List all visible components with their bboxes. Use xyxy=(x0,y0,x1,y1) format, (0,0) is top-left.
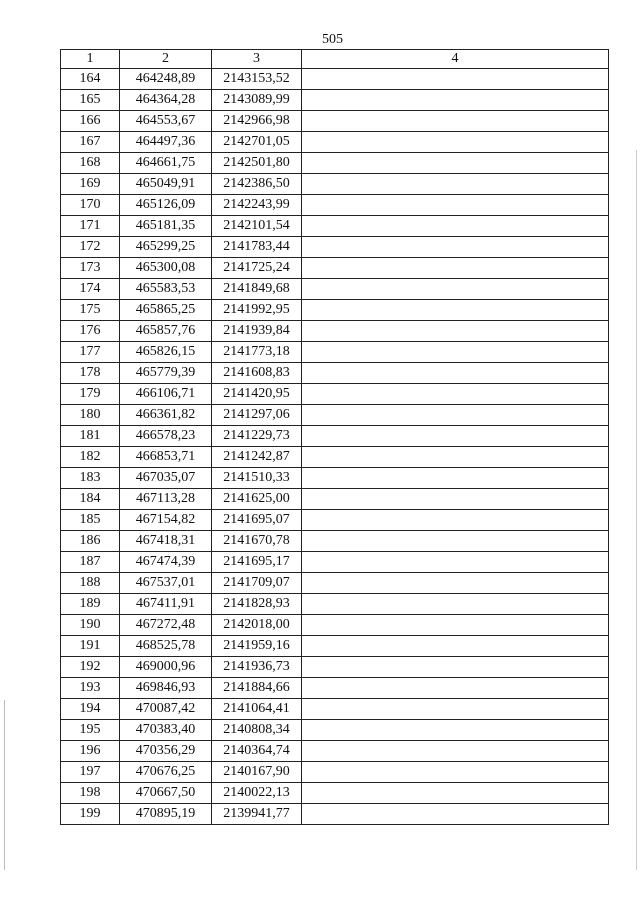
table-cell-col-3: 2141695,07 xyxy=(212,510,302,531)
table-cell-col-1: 176 xyxy=(61,321,120,342)
table-cell-col-2: 470383,40 xyxy=(120,720,212,741)
table-cell-col-1: 181 xyxy=(61,426,120,447)
table-cell-col-4 xyxy=(302,426,609,447)
table-cell-col-3: 2141242,87 xyxy=(212,447,302,468)
table-cell-col-1: 173 xyxy=(61,258,120,279)
table-cell-col-4 xyxy=(302,468,609,489)
table-row xyxy=(61,216,609,237)
table-cell-col-4 xyxy=(302,321,609,342)
table-cell-col-2: 467154,82 xyxy=(120,510,212,531)
table-cell-col-2: 465865,25 xyxy=(120,300,212,321)
table-cell-col-2: 468525,78 xyxy=(120,636,212,657)
table-cell-col-1: 189 xyxy=(61,594,120,615)
table-cell-col-4 xyxy=(302,90,609,111)
table-cell-col-3: 2142501,80 xyxy=(212,153,302,174)
table-row xyxy=(61,321,609,342)
table-cell-col-3: 2141064,41 xyxy=(212,699,302,720)
table-cell-col-1: 167 xyxy=(61,132,120,153)
table-cell-col-3: 2141773,18 xyxy=(212,342,302,363)
table-row xyxy=(61,699,609,720)
table-cell-col-3: 2141939,84 xyxy=(212,321,302,342)
table-cell-col-4 xyxy=(302,783,609,804)
table-cell-col-1: 193 xyxy=(61,678,120,699)
table-cell-col-3: 2142243,99 xyxy=(212,195,302,216)
table-cell-col-2: 467035,07 xyxy=(120,468,212,489)
table-cell-col-4 xyxy=(302,615,609,636)
table-row xyxy=(61,657,609,678)
table-row xyxy=(61,741,609,762)
table-cell-col-4 xyxy=(302,279,609,300)
table-row xyxy=(61,531,609,552)
table-cell-col-3: 2140364,74 xyxy=(212,741,302,762)
table-cell-col-2: 465049,91 xyxy=(120,174,212,195)
table-cell-col-1: 194 xyxy=(61,699,120,720)
table-cell-col-3: 2142018,00 xyxy=(212,615,302,636)
table-row xyxy=(61,153,609,174)
table-cell-col-3: 2141709,07 xyxy=(212,573,302,594)
table-cell-col-4 xyxy=(302,111,609,132)
table-row xyxy=(61,489,609,510)
table-cell-col-2: 464248,89 xyxy=(120,69,212,90)
table-cell-col-2: 465300,08 xyxy=(120,258,212,279)
table-cell-col-2: 467418,31 xyxy=(120,531,212,552)
table-cell-col-2: 465857,76 xyxy=(120,321,212,342)
table-cell-col-4 xyxy=(302,489,609,510)
table-cell-col-3: 2140808,34 xyxy=(212,720,302,741)
table-row xyxy=(61,636,609,657)
table-cell-col-3: 2141849,68 xyxy=(212,279,302,300)
table-row xyxy=(61,405,609,426)
table-row xyxy=(61,195,609,216)
table-cell-col-2: 464553,67 xyxy=(120,111,212,132)
table-cell-col-4 xyxy=(302,237,609,258)
header-col-2: 2 xyxy=(120,50,212,69)
table-cell-col-3: 2141936,73 xyxy=(212,657,302,678)
table-cell-col-1: 174 xyxy=(61,279,120,300)
table-row xyxy=(61,468,609,489)
table-cell-col-2: 467537,01 xyxy=(120,573,212,594)
table-row xyxy=(61,720,609,741)
table-cell-col-4 xyxy=(302,510,609,531)
table-cell-col-1: 186 xyxy=(61,531,120,552)
table-cell-col-1: 199 xyxy=(61,804,120,825)
table-row xyxy=(61,258,609,279)
table-cell-col-3: 2142101,54 xyxy=(212,216,302,237)
table-cell-col-3: 2143089,99 xyxy=(212,90,302,111)
table-cell-col-3: 2142701,05 xyxy=(212,132,302,153)
table-row xyxy=(61,69,609,90)
table-cell-col-1: 170 xyxy=(61,195,120,216)
table-cell-col-3: 2141297,06 xyxy=(212,405,302,426)
table-cell-col-2: 465826,15 xyxy=(120,342,212,363)
table-cell-col-4 xyxy=(302,405,609,426)
table-cell-col-2: 470087,42 xyxy=(120,699,212,720)
table-cell-col-4 xyxy=(302,132,609,153)
table-row xyxy=(61,510,609,531)
table-cell-col-4 xyxy=(302,258,609,279)
table-cell-col-4 xyxy=(302,594,609,615)
table-cell-col-2: 467272,48 xyxy=(120,615,212,636)
table-cell-col-4 xyxy=(302,762,609,783)
table-cell-col-4 xyxy=(302,69,609,90)
table-cell-col-1: 164 xyxy=(61,69,120,90)
table-cell-col-4 xyxy=(302,216,609,237)
table-cell-col-1: 182 xyxy=(61,447,120,468)
table-row xyxy=(61,237,609,258)
table-cell-col-4 xyxy=(302,720,609,741)
table-cell-col-2: 466106,71 xyxy=(120,384,212,405)
table-row xyxy=(61,678,609,699)
table-cell-col-1: 195 xyxy=(61,720,120,741)
header-col-4: 4 xyxy=(302,50,609,69)
table-cell-col-3: 2141783,44 xyxy=(212,237,302,258)
table-cell-col-1: 191 xyxy=(61,636,120,657)
table-cell-col-4 xyxy=(302,174,609,195)
table-cell-col-1: 198 xyxy=(61,783,120,804)
table-cell-col-2: 469846,93 xyxy=(120,678,212,699)
scan-edge-line-left xyxy=(4,700,5,870)
table-cell-col-3: 2141510,33 xyxy=(212,468,302,489)
table-cell-col-3: 2139941,77 xyxy=(212,804,302,825)
table-cell-col-3: 2142386,50 xyxy=(212,174,302,195)
table-cell-col-2: 469000,96 xyxy=(120,657,212,678)
table-row xyxy=(61,174,609,195)
scan-edge-line-right xyxy=(636,150,637,870)
table-cell-col-4 xyxy=(302,699,609,720)
table-cell-col-2: 467113,28 xyxy=(120,489,212,510)
table-row xyxy=(61,447,609,468)
table-cell-col-4 xyxy=(302,657,609,678)
table-row xyxy=(61,552,609,573)
table-cell-col-2: 466578,23 xyxy=(120,426,212,447)
table-cell-col-3: 2141670,78 xyxy=(212,531,302,552)
table-cell-col-2: 465779,39 xyxy=(120,363,212,384)
table-cell-col-2: 464497,36 xyxy=(120,132,212,153)
table-cell-col-4 xyxy=(302,552,609,573)
table-row xyxy=(61,279,609,300)
table-cell-col-2: 465126,09 xyxy=(120,195,212,216)
table-cell-col-2: 470895,19 xyxy=(120,804,212,825)
table-row xyxy=(61,573,609,594)
table-cell-col-1: 166 xyxy=(61,111,120,132)
header-col-3: 3 xyxy=(212,50,302,69)
table-row xyxy=(61,363,609,384)
table-cell-col-4 xyxy=(302,153,609,174)
table-row xyxy=(61,384,609,405)
table-cell-col-3: 2141992,95 xyxy=(212,300,302,321)
table-row xyxy=(61,804,609,825)
page-number: 505 xyxy=(322,32,343,47)
table-cell-col-1: 183 xyxy=(61,468,120,489)
table-cell-col-1: 179 xyxy=(61,384,120,405)
table-cell-col-4 xyxy=(302,573,609,594)
table-cell-col-3: 2143153,52 xyxy=(212,69,302,90)
table-row xyxy=(61,762,609,783)
table-cell-col-1: 197 xyxy=(61,762,120,783)
table-cell-col-2: 466361,82 xyxy=(120,405,212,426)
table-cell-col-1: 168 xyxy=(61,153,120,174)
table-cell-col-4 xyxy=(302,531,609,552)
table-cell-col-3: 2141828,93 xyxy=(212,594,302,615)
table-cell-col-4 xyxy=(302,741,609,762)
table-cell-col-2: 465299,25 xyxy=(120,237,212,258)
coordinates-table xyxy=(60,49,609,825)
table-cell-col-3: 2141959,16 xyxy=(212,636,302,657)
table-row xyxy=(61,342,609,363)
table-cell-col-4 xyxy=(302,384,609,405)
table-cell-col-2: 465181,35 xyxy=(120,216,212,237)
table-cell-col-1: 187 xyxy=(61,552,120,573)
table-row xyxy=(61,594,609,615)
header-col-1: 1 xyxy=(61,50,120,69)
table-cell-col-4 xyxy=(302,195,609,216)
table-cell-col-2: 464364,28 xyxy=(120,90,212,111)
header-row xyxy=(61,50,609,69)
table-cell-col-3: 2142966,98 xyxy=(212,111,302,132)
table-cell-col-3: 2141608,83 xyxy=(212,363,302,384)
table-cell-col-2: 467411,91 xyxy=(120,594,212,615)
table-cell-col-3: 2141725,24 xyxy=(212,258,302,279)
table-cell-col-4 xyxy=(302,447,609,468)
table-cell-col-1: 188 xyxy=(61,573,120,594)
table-cell-col-3: 2141420,95 xyxy=(212,384,302,405)
table-cell-col-1: 175 xyxy=(61,300,120,321)
table-cell-col-1: 172 xyxy=(61,237,120,258)
table-cell-col-2: 466853,71 xyxy=(120,447,212,468)
table-cell-col-1: 192 xyxy=(61,657,120,678)
table-row xyxy=(61,111,609,132)
table-cell-col-1: 171 xyxy=(61,216,120,237)
table-cell-col-3: 2141884,66 xyxy=(212,678,302,699)
table-header xyxy=(61,50,609,69)
table-cell-col-1: 185 xyxy=(61,510,120,531)
table-cell-col-1: 196 xyxy=(61,741,120,762)
table-cell-col-1: 178 xyxy=(61,363,120,384)
table-cell-col-2: 465583,53 xyxy=(120,279,212,300)
table-row xyxy=(61,90,609,111)
table-cell-col-2: 470667,50 xyxy=(120,783,212,804)
table-cell-col-3: 2141625,00 xyxy=(212,489,302,510)
table-cell-col-2: 470356,29 xyxy=(120,741,212,762)
table-body xyxy=(61,69,609,825)
table-row xyxy=(61,132,609,153)
table-cell-col-4 xyxy=(302,342,609,363)
table-cell-col-1: 184 xyxy=(61,489,120,510)
table-cell-col-1: 169 xyxy=(61,174,120,195)
table-cell-col-4 xyxy=(302,804,609,825)
table-cell-col-1: 180 xyxy=(61,405,120,426)
table-cell-col-3: 2140022,13 xyxy=(212,783,302,804)
table-cell-col-4 xyxy=(302,363,609,384)
table-cell-col-2: 467474,39 xyxy=(120,552,212,573)
table-cell-col-3: 2141695,17 xyxy=(212,552,302,573)
table-row xyxy=(61,300,609,321)
table-row xyxy=(61,783,609,804)
table-cell-col-3: 2141229,73 xyxy=(212,426,302,447)
table-cell-col-2: 470676,25 xyxy=(120,762,212,783)
table-cell-col-4 xyxy=(302,300,609,321)
table-cell-col-1: 165 xyxy=(61,90,120,111)
table-cell-col-4 xyxy=(302,678,609,699)
table-cell-col-2: 464661,75 xyxy=(120,153,212,174)
table-row xyxy=(61,426,609,447)
table-cell-col-4 xyxy=(302,636,609,657)
table-cell-col-1: 190 xyxy=(61,615,120,636)
table-cell-col-3: 2140167,90 xyxy=(212,762,302,783)
table-cell-col-1: 177 xyxy=(61,342,120,363)
table-row xyxy=(61,615,609,636)
